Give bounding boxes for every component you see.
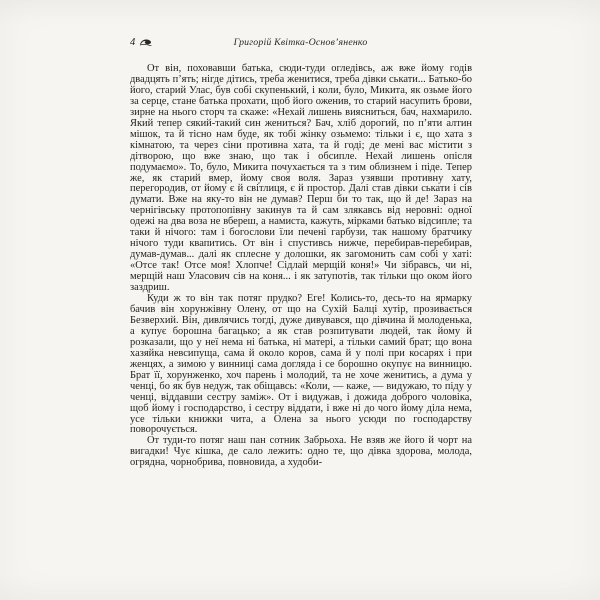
paragraph-3: От туди-то потяг наш пан сотник Забрьоха. Не взяв же його й чорт на вигадки! Чує кішка, де сало лежить: одно те, що дівка здорова, молода, огрядна, чорнобрива, повновида, а худоби-	[130, 435, 472, 469]
page-body	[130, 64, 472, 469]
page-number: 4	[130, 37, 136, 48]
page-header	[130, 37, 471, 51]
paragraph-2: Куди ж то він так потяг прудко? Еге! Колись-то, десь-то на ярмарку бачив він хорунжівну Олену, от що на Сухій Балці хутір, прозивається Безверхий. Він, дивлячись тогді, дуже дивувався, що дівчина й молоденька, а купує борошна багацько; а як став розпитувати людей, так йому й розказали, що у неї нема ні батька, ні матері, а тільки самий брат; що вона хазяйка невсипуща, сама й около коров, сама й у полі при косарях і при женцях, а зимою у винниці сама догляда і се борошно окупує на винницю. Брат її, хорунженко, хоч парень і молодий, та не хоче женитись, а дума у ченці, бо як був недуж, так обіщавсь: «Коли, — каже, — видужаю, то піду у ченці, віддавши сестру заміж». От і видужав, і дожида доброго чоловіка, щоб йому і господарство, і сестру віддати, і вже ні до чого йому діла нема, усе тільки книжки чита, а Олена за нього усюди по господарству поворочується.	[130, 293, 472, 436]
page-number-group	[130, 37, 152, 48]
paragraph-1: От він, поховавши батька, сюди-туди огледівсь, аж вже йому годів двадцять п’ять; нігде дітись, треба женитися, треба дівки ськати... Батько-бо його, старий Улас, був собі скупенький, і коли, було, Микита, як озьме його за серце, стане батька прохати, щоб його оженив, то старий насупить брови, зирне на нього сторч та скаже: «Нехай лишень виясниться, бач, нахмарило. Який тепер сякий-такий син жениться? Бач, хліб дорогий, по п’яти алтин мішок, та й тісно нам буде, як тобі жінку озьмемо: тільки і є, що хата з кімнатою, та через сіни противна хата, та й годі; де мені вас містити з дітворою, що вже знаю, що так і обсипле. Нехай лишень опісля подумаємо». То, було, Микита почухається та з тим облизнем і піде. Тепер же, як старий вмер, йому своя воля. Зараз узявши противну хату, перегородив, от йому є й світлиця, є й простор. Далі став дівки ськати і сів думати. Вже на яку-то він не думав? Перш би то так, що й де! Зараз на чернігівську протопопівну закинув та й сам злякавсь від неровні: одної одежі на два воза не вбереш, а намиста, кажуть, мірками батько відсипле; та таки й нічого: там і богослови їли печені гарбузи, так нашому братчику нічого туди квапитись. От він і спустивсь нижче, перебирав-перебирав, думав-думав... далі як сплесне у долошки, як загомонить сам собі у хаті: «Отсе так! Отсе моя! Хлопче! Сідлай мерщій коня!» Чи зібравсь, чи ні, мерщій наш Уласович сів на коня... і як затупотів, так тільки що оком його заздриш.	[130, 63, 472, 294]
running-head: Григорій Квітка-Основ’яненко	[233, 37, 368, 48]
fleuron-icon	[139, 38, 152, 47]
